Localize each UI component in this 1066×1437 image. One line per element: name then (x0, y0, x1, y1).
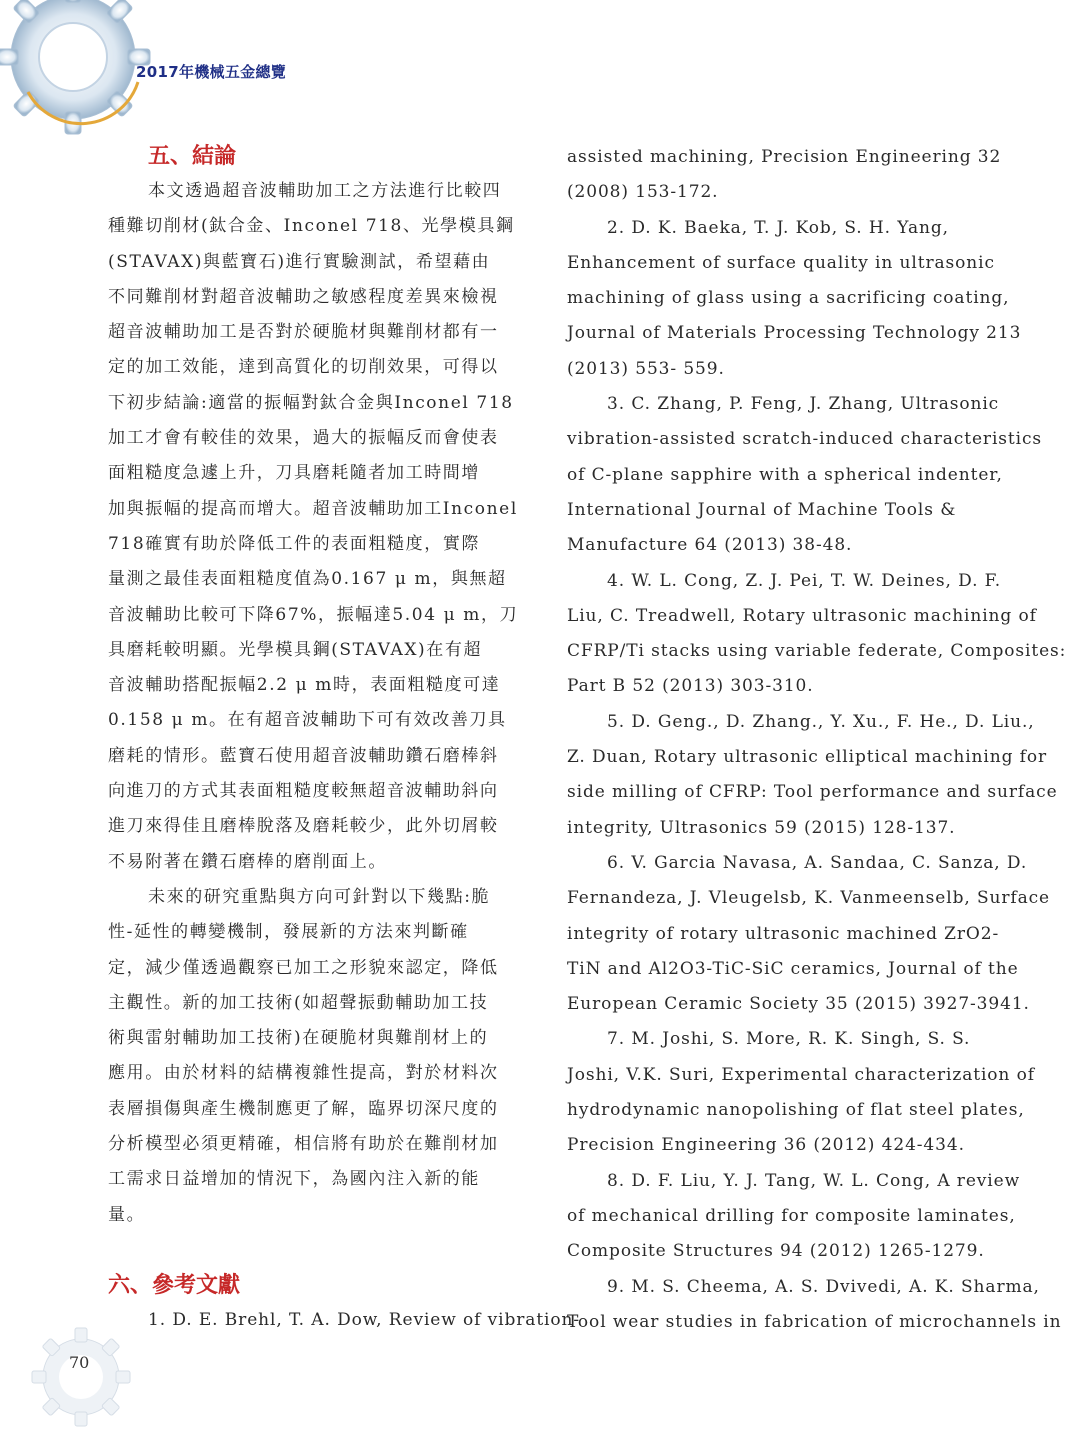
text-line: 5. D. Geng., D. Zhang., Y. Xu., F. He., D. Liu., (607, 711, 1035, 732)
reference-1-line: 1. D. E. Brehl, T. A. Dow, Review of vibration- (148, 1309, 581, 1330)
text-line: 加與振幅的提高而增大。超音波輔助加工Inconel (108, 498, 518, 519)
text-line: 不易附著在鑽石磨棒的磨削面上。 (108, 851, 387, 872)
text-line: Tool wear studies in fabrication of microchannels in (567, 1311, 1062, 1332)
page-number: 70 (69, 1353, 90, 1372)
text-line: 718確實有助於降低工件的表面粗糙度，實際 (108, 533, 481, 554)
text-line: 術與雷射輔助加工技術)在硬脆材與難削材上的 (108, 1028, 489, 1049)
text-line: Composite Structures 94 (2012) 1265-1279. (567, 1241, 985, 1262)
text-line: 下初步結論:適當的振幅對鈦合金與Inconel 718 (108, 392, 514, 413)
text-line: side milling of CFRP: Tool performance and surface (567, 782, 1058, 803)
text-line: hydrodynamic nanopolishing of flat steel plates, (567, 1100, 1025, 1121)
text-line: (STAVAX)與藍寶石)進行實驗測試，希望藉由 (108, 251, 491, 272)
text-line: 本文透過超音波輔助加工之方法進行比較四 (148, 181, 502, 201)
text-line: 表層損傷與產生機制應更了解，臨界切深尺度的 (108, 1098, 499, 1119)
text-line: 7. M. Joshi, S. More, R. K. Singh, S. S. (607, 1029, 971, 1050)
text-line: assisted machining, Precision Engineering 32 (567, 147, 1002, 167)
text-line: Liu, C. Treadwell, Rotary ultrasonic machining of (567, 605, 1037, 626)
text-line: 未來的研究重點與方向可針對以下幾點:脆 (148, 886, 491, 907)
text-line: Z. Duan, Rotary ultrasonic elliptical machining for (567, 747, 1048, 768)
text-line: 8. D. F. Liu, Y. J. Tang, W. L. Cong, A review (607, 1170, 1021, 1191)
text-line: Joshi, V.K. Suri, Experimental characterization of (567, 1064, 1035, 1085)
text-line: 性-延性的轉變機制，發展新的方法來判斷確 (108, 922, 469, 943)
text-line: 不同難削材對超音波輔助之敏感程度差異來檢視 (108, 286, 499, 307)
text-line: 工需求日益增加的情況下，為國內注入新的能 (108, 1169, 480, 1190)
left-column (108, 140, 581, 1338)
conclusion-paragraph-1 (108, 174, 528, 880)
text-line: 0.158 μ m。在有超音波輔助下可有效改善刀具 (108, 710, 507, 731)
text-line: of mechanical drilling for composite laminates, (567, 1205, 1016, 1226)
text-line: integrity, Ultrasonics 59 (2015) 128-137. (567, 817, 956, 838)
text-line: 種難切削材(鈦合金、Inconel 718、光學模具鋼 (108, 216, 515, 237)
header-title: 2017年機械五金總覽 (136, 63, 287, 81)
text-line: 具磨耗較明顯。光學模具鋼(STAVAX)在有超 (108, 639, 483, 660)
section-heading-conclusion: 五、結論 (148, 144, 237, 169)
text-line: 超音波輔助加工是否對於硬脆材與難削材都有一 (108, 322, 499, 343)
text-line: International Journal of Machine Tools & (567, 499, 957, 520)
text-line: 音波輔助比較可下降67%，振幅達5.04 μ m，刀 (108, 604, 519, 625)
text-line: TiN and Al2O3-TiC-SiC ceramics, Journal of the (567, 958, 1019, 979)
text-line: 加工才會有較佳的效果，過大的振幅反而會使表 (108, 428, 499, 449)
text-line: 3. C. Zhang, P. Feng, J. Zhang, Ultrasonic (607, 394, 1000, 415)
text-line: 定的加工效能，達到高質化的切削效果，可得以 (108, 357, 499, 378)
text-line: of C-plane sapphire with a spherical indenter, (567, 464, 1003, 485)
text-line: 量測之最佳表面粗糙度值為0.167 μ m，與無超 (108, 569, 507, 590)
text-line: integrity of rotary ultrasonic machined ZrO2- (567, 923, 1000, 944)
text-line: 6. V. Garcia Navasa, A. Sandaa, C. Sanza, D. (607, 852, 1028, 873)
conclusion-paragraph-2 (108, 880, 528, 1233)
text-line: machining of glass using a sacrificing coating, (567, 288, 1010, 309)
text-line: 定，減少僅透過觀察已加工之形貌來認定，降低 (108, 957, 499, 978)
section-gap (108, 1233, 528, 1269)
text-line: 2. D. K. Baeka, T. J. Kob, S. H. Yang, (607, 217, 949, 238)
text-line: Enhancement of surface quality in ultrasonic (567, 252, 995, 273)
text-line: European Ceramic Society 35 (2015) 3927-3941. (567, 994, 1030, 1015)
right-column (567, 140, 1066, 1340)
text-line: CFRP/Ti stacks using variable federate, Composites: (567, 641, 1066, 662)
text-line: 主觀性。新的加工技術(如超聲振動輔助加工技 (108, 992, 489, 1013)
text-line: Manufacture 64 (2013) 38-48. (567, 535, 853, 556)
gear-icon (26, 1322, 136, 1432)
text-line: 9. M. S. Cheema, A. S. Dvivedi, A. K. Sharma, (607, 1276, 1040, 1297)
text-line: 應用。由於材料的結構複雜性提高，對於材料次 (108, 1063, 499, 1084)
text-line: (2013) 553- 559. (567, 358, 725, 379)
text-line: 音波輔助搭配振幅2.2 μ m時，表面粗糙度可達 (108, 675, 501, 696)
text-line: 量。 (108, 1204, 146, 1225)
text-line: Journal of Materials Processing Technology 213 (567, 323, 1022, 344)
text-line: Precision Engineering 36 (2012) 424-434. (567, 1135, 965, 1156)
text-line: 進刀來得佳且磨棒脫落及磨耗較少，此外切屑較 (108, 816, 499, 837)
text-line: (2008) 153-172. (567, 182, 719, 203)
section-heading-references: 六、參考文獻 (108, 1272, 241, 1298)
text-line: vibration-assisted scratch-induced characteristics (567, 429, 1043, 450)
text-line: 面粗糙度急遽上升，刀具磨耗隨者加工時間增 (108, 463, 480, 484)
text-line: 4. W. L. Cong, Z. J. Pei, T. W. Deines, D. F. (607, 570, 1002, 591)
text-line: Part B 52 (2013) 303-310. (567, 676, 814, 697)
text-line: 向進刀的方式其表面粗糙度較無超音波輔助斜向 (108, 781, 499, 802)
text-line: Fernandeza, J. Vleugelsb, K. Vanmeenselb, Surface (567, 888, 1050, 909)
gear-icon (0, 0, 158, 142)
text-line: 分析模型必須更精確，相信將有助於在難削材加 (108, 1134, 499, 1155)
text-line: 磨耗的情形。藍寶石使用超音波輔助鑽石磨棒斜 (108, 745, 499, 766)
